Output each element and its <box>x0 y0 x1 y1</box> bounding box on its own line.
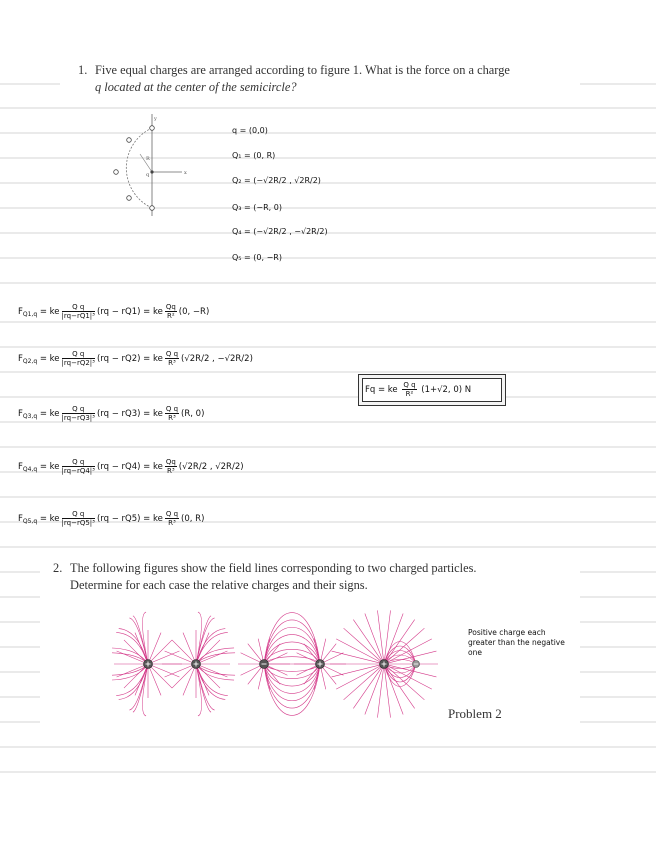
force-middle: (rq − rQ2) = ke <box>96 354 163 364</box>
force-fraction <box>62 510 95 527</box>
force-denominator: |rq−rQ1|³ <box>61 312 95 320</box>
force-numerator: Q q <box>62 350 95 359</box>
force-lhs: F <box>18 307 23 317</box>
coord-q2: Q₂ = (−√2R/2 , √2R/2) <box>232 176 321 185</box>
result-box <box>358 374 506 406</box>
field-line-b-radial <box>324 666 344 676</box>
field-line-b <box>264 657 320 664</box>
problem-1-line-1: Five equal charges are arranged according to figure 1. What is the force on a charge <box>95 63 510 77</box>
force-denominator: |rq−rQ5|³ <box>61 519 95 527</box>
force-subscript: Q5,q <box>22 518 38 525</box>
coord-q5: Q₅ = (0, −R) <box>232 253 282 262</box>
force-fraction-2 <box>165 303 177 320</box>
force-denominator: |rq−rQ4|³ <box>61 467 95 475</box>
force-denominator-2: R³ <box>168 359 176 367</box>
field-line-c-radial <box>332 665 381 677</box>
coord-q4: Q₄ = (−√2R/2 , −√2R/2) <box>232 227 328 236</box>
field-line-a-radial <box>152 666 180 677</box>
field-line-a-radial <box>151 667 172 688</box>
handwritten-note: Positive charge each greater than the negative one <box>468 628 565 657</box>
field-line-b-radial <box>304 667 318 684</box>
field-line-c-radial <box>377 668 383 718</box>
field-line-c-radial <box>388 666 432 689</box>
field-line-c-radial <box>365 614 383 661</box>
force-eq: = ke <box>37 514 60 524</box>
result-fraction <box>402 381 416 398</box>
force-numerator-2: Q q <box>165 510 179 518</box>
force-middle: (rq − rQ5) = ke <box>96 514 163 524</box>
field-line-c-radial <box>377 610 383 660</box>
field-line-b-radial <box>321 639 326 660</box>
force-subscript: Q4,q <box>22 466 38 473</box>
field-line-a-radial <box>165 666 193 677</box>
problem-2-caption: Problem 2 <box>448 706 502 721</box>
force-lhs: F <box>18 462 23 472</box>
field-line-c-radial <box>388 639 432 662</box>
result-numerator: Q q <box>403 381 416 389</box>
field-line-b-radial <box>241 666 261 676</box>
force-eq: = ke <box>37 409 60 419</box>
force-numerator: Q q <box>62 405 95 414</box>
force-fraction <box>62 458 95 475</box>
problem-2-line-2: Determine for each case the relative charges and their signs. <box>70 578 368 592</box>
force-rhs: (R, 0) <box>181 409 205 419</box>
force-numerator: Q q <box>62 303 95 312</box>
field-line-b-radial <box>248 667 262 684</box>
field-line-a-radial <box>152 651 180 662</box>
field-line-c-radial <box>385 614 403 661</box>
field-line-a-radial <box>165 651 193 662</box>
field-line-b-radial <box>258 639 263 660</box>
field-lines-figure <box>112 608 452 718</box>
force-fraction-2 <box>165 510 179 527</box>
force-fraction-2 <box>165 405 179 422</box>
field-line-c-radial <box>344 628 381 661</box>
force-fraction <box>62 405 95 422</box>
force-equation-1 <box>18 303 209 320</box>
force-numerator: Q q <box>62 458 95 467</box>
result-lhs: Fq = ke <box>365 385 398 395</box>
force-numerator: Q q <box>62 510 95 519</box>
field-line-c <box>384 642 416 665</box>
problem-1-line-2: q located at the center of the semicircle? <box>95 80 297 94</box>
field-line-b <box>264 613 320 664</box>
force-rhs: (√2R/2 , √2R/2) <box>178 462 244 472</box>
force-denominator-2: R³ <box>168 519 176 527</box>
field-line-a-radial <box>183 668 194 696</box>
field-line-b <box>264 664 320 671</box>
figure-1-radius-label: R <box>146 156 150 162</box>
force-eq: = ke <box>37 354 60 364</box>
force-subscript: Q2,q <box>22 358 38 365</box>
field-line-a-radial <box>200 651 228 662</box>
force-fraction <box>62 350 95 367</box>
field-line-b-radial <box>324 653 344 663</box>
field-line-b <box>264 627 320 664</box>
field-line-b-radial <box>268 653 288 663</box>
force-numerator-2: Qq <box>165 458 176 466</box>
force-lhs: F <box>18 514 23 524</box>
force-equation-2 <box>18 350 253 367</box>
field-line-c-radial <box>353 667 381 708</box>
force-equation-5 <box>18 510 204 527</box>
force-equation-4 <box>18 458 244 475</box>
coord-q1: Q₁ = (0, R) <box>232 151 276 160</box>
field-line-b-radial <box>241 653 261 663</box>
field-line-a-radial <box>117 651 145 662</box>
coord-q: q = (0,0) <box>232 126 268 135</box>
force-denominator-2: R³ <box>166 467 175 475</box>
force-middle: (rq − rQ1) = ke <box>96 307 163 317</box>
force-denominator: |rq−rQ3|³ <box>61 414 95 422</box>
field-line-c-radial <box>353 620 381 661</box>
force-numerator-2: Q q <box>165 350 179 358</box>
field-line-b-radial <box>322 667 336 684</box>
force-subscript: Q3,q <box>22 413 38 420</box>
field-line-b-radial <box>266 644 280 661</box>
force-eq: = ke <box>37 307 60 317</box>
field-line-b-radial <box>297 666 317 676</box>
field-line-b-radial <box>266 667 280 684</box>
problem-2-line-1: The following figures show the field lines corresponding to two charged particles. <box>70 561 477 575</box>
force-rhs: (√2R/2 , −√2R/2) <box>181 354 253 364</box>
field-line-b <box>264 664 320 715</box>
field-line-a-radial <box>200 666 228 677</box>
force-denominator-2: R² <box>166 312 175 320</box>
field-line-c-radial <box>336 666 380 689</box>
field-line-c-radial <box>344 667 381 700</box>
field-line-a-radial <box>150 633 161 661</box>
field-line-a-radial <box>150 668 161 696</box>
force-numerator-2: Qq <box>165 303 176 311</box>
force-numerator-2: Q q <box>165 405 179 413</box>
force-lhs: F <box>18 409 23 419</box>
field-line-b <box>264 664 320 701</box>
result-denominator: R² <box>405 390 414 398</box>
figure-1-axis-x: x <box>184 170 187 176</box>
result-equation <box>365 381 471 398</box>
figure-1-charge-label: q <box>146 172 150 178</box>
force-denominator: |rq−rQ2|³ <box>61 359 95 367</box>
field-line-b-radial <box>268 666 288 676</box>
field-line-c-radial <box>336 639 380 662</box>
force-fraction <box>62 303 95 320</box>
field-line-b-radial <box>248 644 262 661</box>
force-subscript: Q1,q <box>22 311 38 318</box>
force-middle: (rq − rQ3) = ke <box>96 409 163 419</box>
field-line-c-radial <box>332 651 381 663</box>
force-eq: = ke <box>37 462 60 472</box>
result-rhs: (1+√2, 0) N <box>421 385 472 395</box>
field-line-a-radial <box>117 666 145 677</box>
force-rhs: (0, −R) <box>178 307 210 317</box>
problem-2-number: 2. <box>53 561 63 575</box>
field-line-b-radial <box>321 668 326 689</box>
field-line-c-radial <box>385 668 403 715</box>
figure-1-axis-y: y <box>154 116 157 122</box>
force-fraction-2 <box>165 458 177 475</box>
force-rhs: (0, R) <box>181 514 205 524</box>
field-line-a-radial <box>172 640 193 661</box>
field-line-b-radial <box>304 644 318 661</box>
field-line-a-radial <box>172 667 193 688</box>
problem-1-number: 1. <box>78 63 88 77</box>
coord-q3: Q₃ = (−R, 0) <box>232 203 282 212</box>
field-line-c-radial <box>365 668 383 715</box>
figure-1-semicircle <box>108 112 198 218</box>
field-line-b-radial <box>297 653 317 663</box>
field-line-b-radial <box>258 668 263 689</box>
field-line-a-radial <box>183 633 194 661</box>
force-fraction-2 <box>165 350 179 367</box>
force-denominator-2: R³ <box>168 414 176 422</box>
field-line-c <box>384 664 416 687</box>
force-equation-3 <box>18 405 204 422</box>
field-line-a-radial <box>151 640 172 661</box>
force-lhs: F <box>18 354 23 364</box>
force-middle: (rq − rQ4) = ke <box>96 462 163 472</box>
field-line-b-radial <box>322 644 336 661</box>
